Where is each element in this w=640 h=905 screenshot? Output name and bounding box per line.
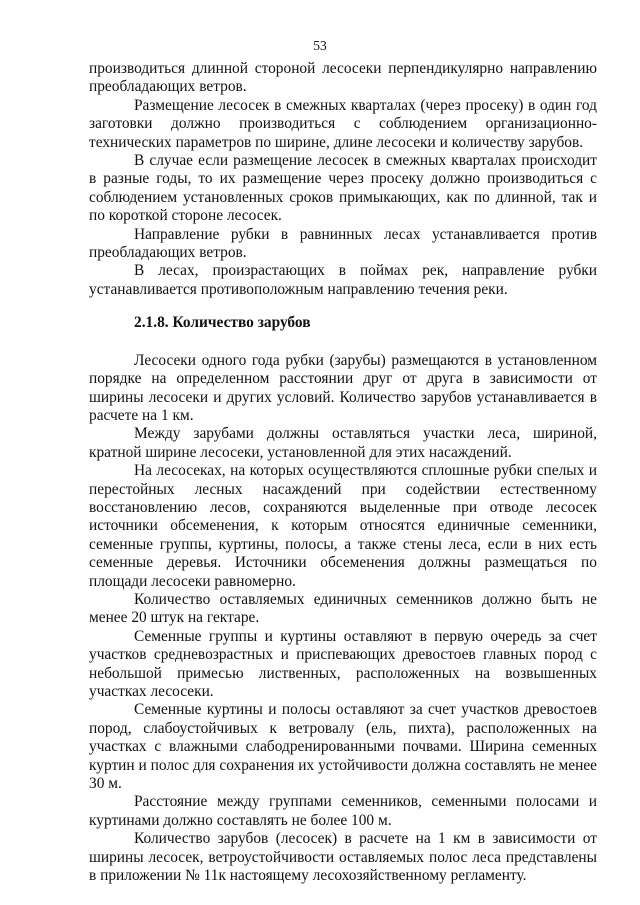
paragraph: В случае если размещение лесосек в смежных кварталах происходит в разные годы, то их размещение через просеку должно производиться с соблюдением установленных сроков примыкающих, как по длинной, так и по короткой стороне лесосек. <box>89 152 597 225</box>
paragraph: Лесосеки одного года рубки (зарубы) размещаются в установленном порядке на определенном расстоянии друг от друга в зависимости от ширины лесосеки и других условий. Количество зарубов устанавливается в расчете на 1 км. <box>89 351 597 424</box>
paragraph: Количество зарубов (лесосек) в расчете на 1 км в зависимости от ширины лесосек, ветроустойчивости оставляемых полос леса представлены в приложении № 11к настоящему лесохозяйственному регламенту. <box>89 830 597 885</box>
paragraph: В лесах, произрастающих в поймах рек, направление рубки устанавливается противоположным направлению течения реки. <box>89 262 597 298</box>
paragraph: Размещение лесосек в смежных кварталах (через просеку) в один год заготовки должно производиться с соблюдением организационно-технических параметров по ширине, длине лесосеки и количеству зарубов. <box>89 96 597 151</box>
page-number: 53 <box>313 38 327 53</box>
paragraph: Направление рубки в равнинных лесах устанавливается против преобладающих ветров. <box>89 225 597 262</box>
paragraph: Расстояние между группами семенников, семенными полосами и куртинами должно составлять не более 100 м. <box>89 793 597 829</box>
document-body <box>89 60 597 885</box>
paragraph: На лесосеках, на которых осуществляются сплошные рубки спелых и перестойных лесных насаждений при содействии естественному восстановлению лесов, сохраняются выделенные при отводе лесосек источники обсеменения, к которым относятся единичные семенники, семенные группы, куртины, полосы, а также стены леса, если в них есть семенные деревья. Источники обсеменения должны размещаться по площади лесосеки равномерно. <box>89 462 597 590</box>
paragraph: Между зарубами должны оставляться участки леса, шириной, кратной ширине лесосеки, установленной для этих насаждений. <box>89 425 597 461</box>
paragraph: Семенные куртины и полосы оставляют за счет участков древостоев пород, слабоустойчивых к ветровалу (ель, пихта), расположенных на участках с влажными слабодренированными почвами. Ширина семенных куртин и полос для сохранения их устойчивости должна составлять не менее 30 м. <box>89 701 597 793</box>
section-heading: 2.1.8. Количество зарубов <box>134 314 311 332</box>
paragraph: Семенные группы и куртины оставляют в первую очередь за счет участков средневозрастных и приспевающих древостоев главных пород с небольшой примесью лиственных, расположенных на возвышенных участках лесосеки. <box>89 627 597 700</box>
paragraph: Количество оставляемых единичных семенников должно быть не менее 20 штук на гектаре. <box>89 590 597 627</box>
paragraph-continuation: производиться длинной стороной лесосеки перпендикулярно направлению преобладающих ветров. <box>89 60 597 96</box>
